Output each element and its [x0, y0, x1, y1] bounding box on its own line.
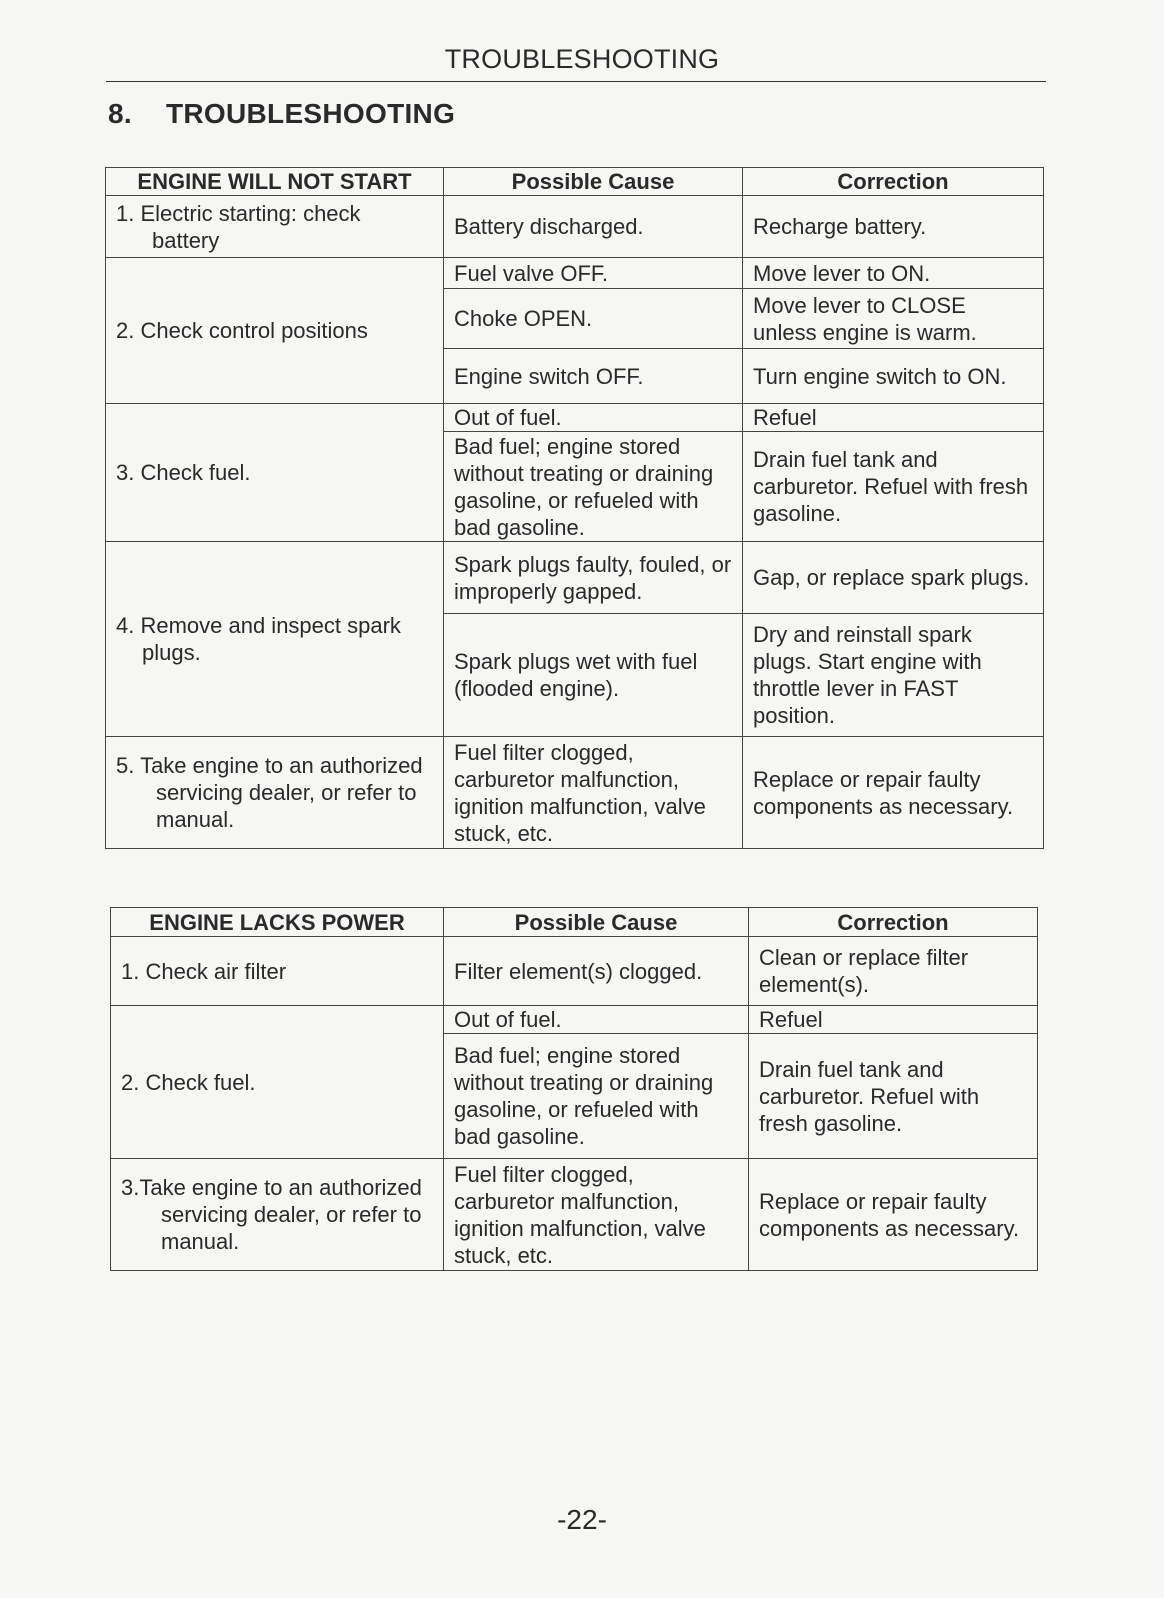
check-cell: 2. Check fuel.: [111, 1006, 444, 1159]
section-number: 8.: [108, 98, 132, 129]
section-title-text: TROUBLESHOOTING: [166, 98, 456, 129]
column-header: Correction: [743, 168, 1044, 196]
correction-cell: Drain fuel tank and carburetor. Refuel with fresh gasoline.: [749, 1034, 1038, 1159]
cause-cell: Spark plugs wet with fuel (flooded engine).: [444, 614, 743, 737]
table-row: [111, 937, 1038, 1006]
correction-cell: Turn engine switch to ON.: [743, 349, 1044, 404]
table-header-row: [111, 908, 1038, 937]
correction-cell: Refuel: [749, 1006, 1038, 1034]
table-row: [106, 404, 1044, 432]
column-header: Correction: [749, 908, 1038, 937]
table-row: [106, 196, 1044, 258]
table-row: [106, 737, 1044, 849]
cause-cell: Bad fuel; engine stored without treating or draining gasoline, or refueled with bad gasoline.: [444, 432, 743, 542]
section-title: [108, 98, 455, 130]
check-cell: 4. Remove and inspect spark plugs.: [106, 542, 444, 737]
table-row: [111, 1006, 1038, 1034]
check-cell: 1. Check air filter: [111, 937, 444, 1006]
cause-cell: Spark plugs faulty, fouled, or improperly gapped.: [444, 542, 743, 614]
cause-cell: Fuel filter clogged, carburetor malfunction, ignition malfunction, valve stuck, etc.: [444, 1159, 749, 1271]
correction-cell: Drain fuel tank and carburetor. Refuel with fresh gasoline.: [743, 432, 1044, 542]
header-rule: [106, 81, 1046, 82]
correction-cell: Replace or repair faulty components as necessary.: [749, 1159, 1038, 1271]
column-header: ENGINE WILL NOT START: [106, 168, 444, 196]
correction-cell: Move lever to CLOSE unless engine is warm.: [743, 289, 1044, 349]
column-header: Possible Cause: [444, 168, 743, 196]
check-cell: 3. Check fuel.: [106, 404, 444, 542]
correction-cell: Replace or repair faulty components as necessary.: [743, 737, 1044, 849]
cause-cell: Engine switch OFF.: [444, 349, 743, 404]
cause-cell: Choke OPEN.: [444, 289, 743, 349]
check-cell: 1. Electric starting: check battery: [106, 196, 444, 258]
cause-cell: Battery discharged.: [444, 196, 743, 258]
cause-cell: Out of fuel.: [444, 1006, 749, 1034]
table-row: [106, 542, 1044, 614]
cause-cell: Bad fuel; engine stored without treating or draining gasoline, or refueled with bad gasoline.: [444, 1034, 749, 1159]
correction-cell: Recharge battery.: [743, 196, 1044, 258]
column-header: Possible Cause: [444, 908, 749, 937]
correction-cell: Dry and reinstall spark plugs. Start engine with throttle lever in FAST position.: [743, 614, 1044, 737]
cause-cell: Fuel filter clogged, carburetor malfunction, ignition malfunction, valve stuck, etc.: [444, 737, 743, 849]
engine-will-not-start-table: [105, 167, 1044, 849]
correction-cell: Clean or replace filter element(s).: [749, 937, 1038, 1006]
table-row: [111, 1159, 1038, 1271]
check-cell: 5. Take engine to an authorized servicing dealer, or refer to manual.: [106, 737, 444, 849]
running-header: TROUBLESHOOTING: [444, 44, 720, 74]
table-header-row: [106, 168, 1044, 196]
correction-cell: Refuel: [743, 404, 1044, 432]
check-cell: 3.Take engine to an authorized servicing dealer, or refer to manual.: [111, 1159, 444, 1271]
correction-cell: Gap, or replace spark plugs.: [743, 542, 1044, 614]
column-header: ENGINE LACKS POWER: [111, 908, 444, 937]
cause-cell: Fuel valve OFF.: [444, 258, 743, 289]
engine-lacks-power-table: [110, 907, 1038, 1271]
page-number: -22-: [557, 1504, 607, 1535]
correction-cell: Move lever to ON.: [743, 258, 1044, 289]
table-row: [106, 258, 1044, 289]
cause-cell: Filter element(s) clogged.: [444, 937, 749, 1006]
check-cell: 2. Check control positions: [106, 258, 444, 404]
cause-cell: Out of fuel.: [444, 404, 743, 432]
